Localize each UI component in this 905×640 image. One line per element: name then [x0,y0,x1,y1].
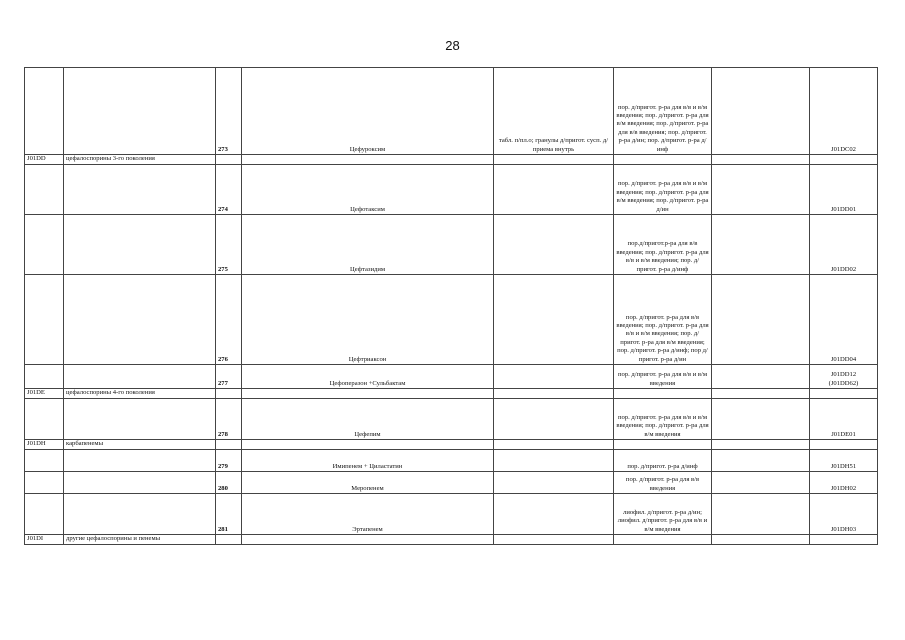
atc-code: J01DH03 [810,494,878,535]
atc-group-name: цефалоспорины 3-го поколения [64,155,216,165]
group-row [25,155,878,165]
atc-code: J01DC02 [810,68,878,155]
atc-group-code: J01DE [25,389,64,399]
table-row [25,472,878,494]
atc-group-name [64,68,216,155]
drug-inn: Цефотаксим [242,165,494,215]
atc-group-code [25,68,64,155]
item-number: 273 [216,68,242,155]
dosage-form-oral [494,165,614,215]
dosage-form-injection: пор. д/пригот. р-ра для в/в введения [614,472,712,494]
dosage-form-oral [494,494,614,535]
dosage-form-oral [494,365,614,389]
atc-code: J01DD04 [810,275,878,365]
dosage-form-oral [494,275,614,365]
drug-inn: Цефепим [242,399,494,440]
drug-inn: Цефтриаксон [242,275,494,365]
table-row [25,165,878,215]
item-number: 279 [216,450,242,472]
dosage-form-injection: пор. д/пригот. р-ра д/инф [614,450,712,472]
atc-group-code: J01DI [25,535,64,545]
atc-code: J01DE01 [810,399,878,440]
atc-code: J01DH02 [810,472,878,494]
dosage-form-injection: пор.д/пригот.р-ра для в/в введения; пор. д/пригот. р-ра для в/в и в/м введения; пор. д/пригот. р-ра д/инф [614,215,712,275]
table-row [25,494,878,535]
atc-group-name: цефалоспорины 4-го поколения [64,389,216,399]
dosage-form-oral: табл. п/пл.о; гранулы д/пригот. сусп. д/приема внутрь [494,68,614,155]
drug-inn: Цефтазидим [242,215,494,275]
dosage-form-injection: пор. д/пригот. р-ра для в/в и в/м введения; пор. д/пригот. р-ра для в/м введения [614,399,712,440]
atc-code: J01DD01 [810,165,878,215]
drug-inn: Цефуроксим [242,68,494,155]
item-number: 278 [216,399,242,440]
empty-cell [712,68,810,155]
dosage-form-injection: пор. д/пригот. р-ра для в/в и в/м введения; пор. д/пригот. р-ра для в/м введения; пор. д/пригот. р-ра для в/в введения; пор. д/пригот. р-ра д/ин; пор. д/пригот. р-ра д/инф [614,68,712,155]
item-number: 280 [216,472,242,494]
dosage-form-injection: пор. д/пригот. р-ра для в/в и в/м введения; пор. д/пригот. р-ра для в/м введения; пор. д/пригот. р-ра д/ин [614,165,712,215]
drug-list-table [24,67,878,545]
table-row [25,275,878,365]
dosage-form-injection: лиофил. д/пригот. р-ра д/ин; лиофил. д/пригот. р-ра для в/в и в/м введения [614,494,712,535]
item-number: 277 [216,365,242,389]
table-row [25,399,878,440]
item-number: 274 [216,165,242,215]
page-number: 28 [445,38,460,53]
atc-group-code: J01DD [25,155,64,165]
table-row [25,215,878,275]
group-row [25,440,878,450]
dosage-form-oral [494,399,614,440]
atc-code: J01DH51 [810,450,878,472]
atc-code: J01DD02 [810,215,878,275]
table-row [25,450,878,472]
atc-group-name: другие цефалоспорины и пенемы [64,535,216,545]
drug-inn: Имипенем + Циластатин [242,450,494,472]
item-number: 276 [216,275,242,365]
atc-code: J01DD12 (J01DD62) [810,365,878,389]
table-row [25,365,878,389]
atc-group-code: J01DH [25,440,64,450]
drug-inn: Меропенем [242,472,494,494]
dosage-form-oral [494,472,614,494]
atc-group-name: карбапенемы [64,440,216,450]
table-row [25,68,878,155]
dosage-form-oral [494,450,614,472]
dosage-form-injection: пор. д/пригот. р-ра для в/в введения; пор. д/пригот. р-ра для в/в и в/м введения; пор. д/пригот. р-ра для в/м введения; пор. д/пригот. р-ра д/инф; пор д/пригот. р-ра д/ин [614,275,712,365]
item-number: 281 [216,494,242,535]
item-number: 275 [216,215,242,275]
dosage-form-oral [494,215,614,275]
group-row [25,535,878,545]
group-row [25,389,878,399]
dosage-form-injection: пор. д/пригот. р-ра для в/в и в/м введения [614,365,712,389]
drug-inn: Цефоперазон +Сульбактам [242,365,494,389]
drug-inn: Эртапенем [242,494,494,535]
